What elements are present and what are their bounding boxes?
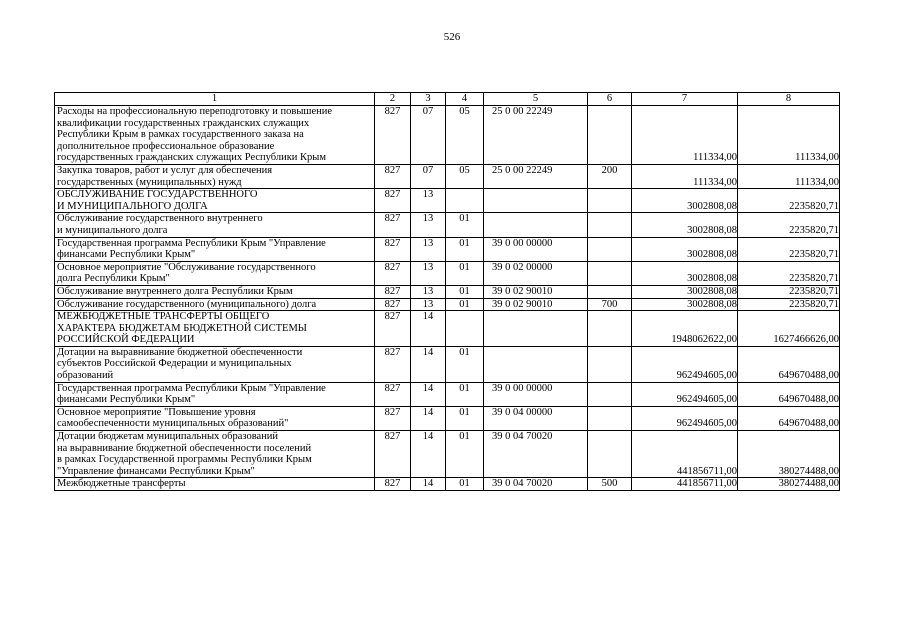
amount-year1-cell: 3002808,08 [632,261,738,285]
target-article-cell: 39 0 02 90010 [484,285,588,298]
table-row [55,213,840,237]
grbs-code-cell: 827 [375,406,411,430]
grbs-code-cell: 827 [375,261,411,285]
amount-year1-cell: 111334,00 [632,106,738,165]
target-article-cell [484,311,588,347]
amount-year1-cell: 3002808,08 [632,237,738,261]
grbs-code-cell: 827 [375,213,411,237]
header-cell: 7 [632,93,738,106]
expense-name-cell: Государственная программа Республики Крым "Управление финансами Республики Крым" [55,382,375,406]
amount-year1-cell: 441856711,00 [632,431,738,478]
grbs-code-cell: 827 [375,106,411,165]
expense-name-cell: Государственная программа Республики Крым "Управление финансами Республики Крым" [55,237,375,261]
subsection-code-cell: 01 [446,431,484,478]
header-cell: 8 [738,93,840,106]
subsection-code-cell: 05 [446,106,484,165]
amount-year1-cell: 441856711,00 [632,478,738,491]
expense-type-cell [588,213,632,237]
amount-year2-cell: 1627466626,00 [738,311,840,347]
expense-name-cell: Межбюджетные трансферты [55,478,375,491]
table-body [55,106,840,491]
subsection-code-cell [446,189,484,213]
amount-year2-cell: 2235820,71 [738,298,840,311]
header-cell: 6 [588,93,632,106]
grbs-code-cell: 827 [375,298,411,311]
table-header-row [55,93,840,106]
section-code-cell: 13 [411,261,446,285]
section-code-cell: 14 [411,431,446,478]
amount-year2-cell: 2235820,71 [738,189,840,213]
subsection-code-cell: 01 [446,237,484,261]
target-article-cell: 25 0 00 22249 [484,164,588,188]
grbs-code-cell: 827 [375,478,411,491]
amount-year2-cell: 2235820,71 [738,213,840,237]
target-article-cell [484,346,588,382]
expense-name-cell: Закупка товаров, работ и услуг для обеспечения государственных (муниципальных) нужд [55,164,375,188]
expense-name-cell: Расходы на профессиональную переподготовку и повышение квалификации государственных гражданских служащих Республики Крым в рамках государственного заказа на дополнительное профессиональное образование государственных гражданских служащих Республики Крым [55,106,375,165]
subsection-code-cell: 01 [446,261,484,285]
grbs-code-cell: 827 [375,285,411,298]
amount-year1-cell: 962494605,00 [632,346,738,382]
table-row [55,311,840,347]
amount-year1-cell: 962494605,00 [632,406,738,430]
amount-year1-cell: 111334,00 [632,164,738,188]
target-article-cell: 39 0 02 90010 [484,298,588,311]
section-code-cell: 13 [411,285,446,298]
amount-year1-cell: 3002808,08 [632,298,738,311]
section-code-cell: 14 [411,311,446,347]
table-row [55,346,840,382]
table-row [55,382,840,406]
target-article-cell: 39 0 00 00000 [484,382,588,406]
table-row [55,261,840,285]
header-cell: 4 [446,93,484,106]
grbs-code-cell: 827 [375,311,411,347]
amount-year2-cell: 2235820,71 [738,285,840,298]
amount-year1-cell: 3002808,08 [632,213,738,237]
table-row [55,298,840,311]
amount-year2-cell: 111334,00 [738,106,840,165]
expense-type-cell [588,261,632,285]
expense-type-cell: 700 [588,298,632,311]
header-cell: 2 [375,93,411,106]
expense-type-cell [588,346,632,382]
section-code-cell: 07 [411,106,446,165]
table-row [55,164,840,188]
expense-type-cell: 200 [588,164,632,188]
header-cell: 3 [411,93,446,106]
section-code-cell: 13 [411,237,446,261]
table-row [55,285,840,298]
subsection-code-cell: 01 [446,285,484,298]
grbs-code-cell: 827 [375,237,411,261]
section-code-cell: 13 [411,189,446,213]
subsection-code-cell: 05 [446,164,484,188]
expense-name-cell: Обслуживание государственного внутреннего и муниципального долга [55,213,375,237]
amount-year2-cell: 380274488,00 [738,478,840,491]
table-row [55,106,840,165]
section-code-cell: 07 [411,164,446,188]
expense-name-cell: МЕЖБЮДЖЕТНЫЕ ТРАНСФЕРТЫ ОБЩЕГО ХАРАКТЕРА БЮДЖЕТАМ БЮДЖЕТНОЙ СИСТЕМЫ РОССИЙСКОЙ ФЕДЕРАЦИИ [55,311,375,347]
expense-name-cell: Основное мероприятие "Повышение уровня самообеспеченности муниципальных образований" [55,406,375,430]
target-article-cell [484,189,588,213]
section-code-cell: 14 [411,406,446,430]
section-code-cell: 14 [411,346,446,382]
target-article-cell: 39 0 04 70020 [484,431,588,478]
budget-table [54,92,840,491]
subsection-code-cell [446,311,484,347]
expense-type-cell [588,285,632,298]
header-cell: 1 [55,93,375,106]
expense-type-cell [588,237,632,261]
amount-year1-cell: 3002808,08 [632,189,738,213]
grbs-code-cell: 827 [375,164,411,188]
amount-year2-cell: 649670488,00 [738,382,840,406]
expense-name-cell: Дотации бюджетам муниципальных образований на выравнивание бюджетной обеспеченности поселений в рамках Государственной программы Республики Крым "Управление финансами Республики Крым" [55,431,375,478]
amount-year2-cell: 111334,00 [738,164,840,188]
subsection-code-cell: 01 [446,346,484,382]
grbs-code-cell: 827 [375,189,411,213]
grbs-code-cell: 827 [375,346,411,382]
section-code-cell: 13 [411,298,446,311]
target-article-cell: 39 0 04 00000 [484,406,588,430]
amount-year1-cell: 3002808,08 [632,285,738,298]
target-article-cell [484,213,588,237]
table-row [55,431,840,478]
expense-type-cell [588,311,632,347]
amount-year2-cell: 649670488,00 [738,346,840,382]
expense-name-cell: Дотации на выравнивание бюджетной обеспеченности субъектов Российской Федерации и муниципальных образований [55,346,375,382]
subsection-code-cell: 01 [446,478,484,491]
target-article-cell: 39 0 02 00000 [484,261,588,285]
table-row [55,237,840,261]
subsection-code-cell: 01 [446,298,484,311]
expense-type-cell [588,189,632,213]
amount-year2-cell: 2235820,71 [738,237,840,261]
expense-name-cell: Основное мероприятие "Обслуживание государственного долга Республики Крым" [55,261,375,285]
section-code-cell: 14 [411,478,446,491]
amount-year2-cell: 649670488,00 [738,406,840,430]
amount-year1-cell: 962494605,00 [632,382,738,406]
grbs-code-cell: 827 [375,431,411,478]
expense-type-cell [588,431,632,478]
subsection-code-cell: 01 [446,213,484,237]
expense-name-cell: ОБСЛУЖИВАНИЕ ГОСУДАРСТВЕННОГО И МУНИЦИПАЛЬНОГО ДОЛГА [55,189,375,213]
section-code-cell: 14 [411,382,446,406]
subsection-code-cell: 01 [446,406,484,430]
expense-type-cell [588,106,632,165]
target-article-cell: 25 0 00 22249 [484,106,588,165]
expense-name-cell: Обслуживание внутреннего долга Республики Крым [55,285,375,298]
expense-type-cell [588,382,632,406]
header-cell: 5 [484,93,588,106]
expense-type-cell [588,406,632,430]
amount-year1-cell: 1948062622,00 [632,311,738,347]
expense-name-cell: Обслуживание государственного (муниципального) долга [55,298,375,311]
page-number: 526 [443,31,461,43]
table-row [55,478,840,491]
grbs-code-cell: 827 [375,382,411,406]
section-code-cell: 13 [411,213,446,237]
expense-type-cell: 500 [588,478,632,491]
amount-year2-cell: 380274488,00 [738,431,840,478]
subsection-code-cell: 01 [446,382,484,406]
target-article-cell: 39 0 04 70020 [484,478,588,491]
table-row [55,189,840,213]
amount-year2-cell: 2235820,71 [738,261,840,285]
table-row [55,406,840,430]
target-article-cell: 39 0 00 00000 [484,237,588,261]
